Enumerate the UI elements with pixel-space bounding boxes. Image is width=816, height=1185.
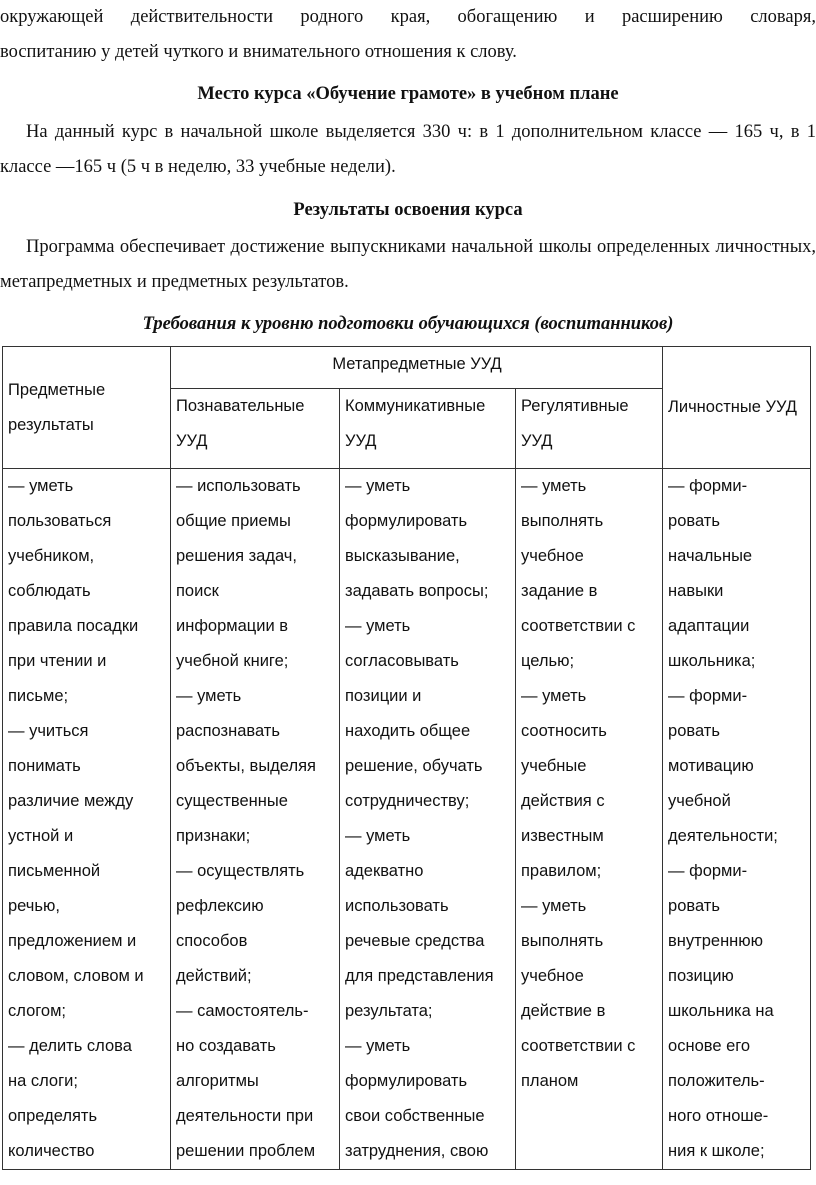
- section-heading-results: Результаты освоения курса: [293, 200, 523, 220]
- header-subject-results: Предметные результаты: [3, 347, 171, 469]
- cell-line: задавать вопросы;: [345, 582, 489, 600]
- cell-line: — уметь: [521, 897, 587, 915]
- cell-line: речью,: [8, 897, 60, 915]
- cell-line: — форми-: [668, 477, 748, 495]
- cell-personal-uud: [663, 469, 811, 1170]
- header-regulatory-uud: Регулятивные УУД: [516, 389, 663, 469]
- cell-line: использовать: [345, 897, 449, 915]
- cell-line: понимать: [8, 757, 81, 775]
- cell-line: объекты, выделяя: [176, 757, 316, 775]
- cell-line: речевые средства: [345, 932, 485, 950]
- cell-line: положитель-: [668, 1072, 765, 1090]
- cell-line: письменной: [8, 862, 101, 880]
- cell-line: ровать: [668, 512, 720, 530]
- cell-line: признаки;: [176, 827, 251, 845]
- cell-line: предложением и: [8, 932, 137, 950]
- cell-line: соответствии с: [521, 1037, 636, 1055]
- cell-line: навыки: [668, 582, 724, 600]
- cell-line: действия с: [521, 792, 605, 810]
- cell-line: — использовать: [176, 477, 301, 495]
- cell-line: согласовывать: [345, 652, 459, 670]
- cell-line: — уметь: [345, 827, 411, 845]
- cell-regulatory-uud: [516, 469, 663, 1170]
- cell-line: — форми-: [668, 862, 748, 880]
- cell-line: — форми-: [668, 687, 748, 705]
- cell-line: существенные: [176, 792, 288, 810]
- intro-line-2: воспитанию у детей чуткого и внимательного отношения к слову.: [0, 42, 517, 62]
- cell-line: словом, словом и: [8, 967, 144, 985]
- cell-line: решение, обучать: [345, 757, 483, 775]
- cell-line: ровать: [668, 722, 720, 740]
- cell-line: выполнять: [521, 932, 604, 950]
- cell-line: учебной книге;: [176, 652, 289, 670]
- cell-line: формулировать: [345, 512, 468, 530]
- cell-line: затруднения, свою: [345, 1142, 489, 1160]
- table-caption: Требования к уровню подготовки обучающихся (воспитанников): [142, 314, 674, 334]
- cell-line: — учиться: [8, 722, 89, 740]
- cell-line: результата;: [345, 1002, 433, 1020]
- cell-line: ровать: [668, 897, 720, 915]
- cell-line: но создавать: [176, 1037, 276, 1055]
- cell-line: ного отноше-: [668, 1107, 769, 1125]
- cell-line: при чтении и: [8, 652, 107, 670]
- cell-line: соотносить: [521, 722, 607, 740]
- cell-line: действий;: [176, 967, 252, 985]
- section-text-place: На данный курс в начальной школе выделяется 330 ч: в 1 дополнительном классе — 165 ч, в 1 классе —165 ч (5 ч в неделю, 33 учебные недели).: [0, 122, 816, 177]
- cell-line: — уметь: [521, 477, 587, 495]
- cell-line: распознавать: [176, 722, 280, 740]
- cell-line: планом: [521, 1072, 579, 1090]
- cell-line: — уметь: [345, 617, 411, 635]
- cell-line: — уметь: [345, 477, 411, 495]
- header-cognitive-uud: Познавательные УУД: [171, 389, 340, 469]
- header-meta-uud: Метапредметные УУД: [171, 347, 663, 389]
- cell-line: высказывание,: [345, 547, 460, 565]
- section-text-results: Программа обеспечивает достижение выпускниками начальной школы определенных личностных, метапредметных и предметных результатов.: [0, 237, 816, 292]
- cell-line: школьника;: [668, 652, 756, 670]
- header-personal-uud: Личностные УУД: [663, 347, 811, 469]
- cell-line: учебной: [668, 792, 731, 810]
- cell-line: письме;: [8, 687, 69, 705]
- cell-line: деятельности при: [176, 1107, 314, 1125]
- cell-line: — осуществлять: [176, 862, 305, 880]
- cell-line: находить общее: [345, 722, 471, 740]
- requirements-table: [2, 346, 811, 1170]
- cell-line: внутреннюю: [668, 932, 764, 950]
- cell-line: на слоги;: [8, 1072, 78, 1090]
- cell-line: адекватно: [345, 862, 424, 880]
- cell-line: ния к школе;: [668, 1142, 765, 1160]
- cell-line: действие в: [521, 1002, 606, 1020]
- cell-line: целью;: [521, 652, 575, 670]
- cell-line: соответствии с: [521, 617, 636, 635]
- cell-line: общие приемы: [176, 512, 291, 530]
- cell-communicative-uud: [340, 469, 516, 1170]
- cell-line: учебные: [521, 757, 587, 775]
- cell-line: — уметь: [521, 687, 587, 705]
- intro-line-1: окружающей действительности родного края, обогащению и расширению словаря,: [0, 7, 816, 27]
- cell-line: учебное: [521, 967, 584, 985]
- cell-line: пользоваться: [8, 512, 112, 530]
- cell-line: информации в: [176, 617, 289, 635]
- cell-line: количество: [8, 1142, 95, 1160]
- cell-line: выполнять: [521, 512, 604, 530]
- cell-line: — уметь: [345, 1037, 411, 1055]
- cell-line: поиск: [176, 582, 219, 600]
- cell-line: слогом;: [8, 1002, 66, 1020]
- cell-line: для представления: [345, 967, 494, 985]
- cell-cognitive-uud: [171, 469, 340, 1170]
- cell-line: — самостоятель-: [176, 1002, 309, 1020]
- cell-line: решении проблем: [176, 1142, 316, 1160]
- cell-line: — уметь: [8, 477, 74, 495]
- cell-line: алгоритмы: [176, 1072, 259, 1090]
- table-body-row: [3, 469, 811, 1170]
- cell-line: мотивацию: [668, 757, 754, 775]
- cell-line: учебное: [521, 547, 584, 565]
- cell-line: соблюдать: [8, 582, 91, 600]
- cell-line: — уметь: [176, 687, 242, 705]
- cell-line: сотрудничеству;: [345, 792, 470, 810]
- cell-subject-results: [3, 469, 171, 1170]
- section-heading-place: Место курса «Обучение грамоте» в учебном плане: [197, 84, 619, 104]
- cell-line: определять: [8, 1107, 98, 1125]
- cell-line: способов: [176, 932, 248, 950]
- cell-line: известным: [521, 827, 604, 845]
- cell-line: различие между: [8, 792, 134, 810]
- cell-line: — делить слова: [8, 1037, 132, 1055]
- cell-line: задание в: [521, 582, 598, 600]
- cell-line: правилом;: [521, 862, 602, 880]
- cell-line: формулировать: [345, 1072, 468, 1090]
- cell-line: школьника на: [668, 1002, 774, 1020]
- cell-line: позицию: [668, 967, 734, 985]
- table-header-row-1: [3, 347, 811, 389]
- cell-line: правила посадки: [8, 617, 139, 635]
- cell-line: начальные: [668, 547, 753, 565]
- cell-line: деятельности;: [668, 827, 778, 845]
- cell-line: позиции и: [345, 687, 422, 705]
- cell-line: учебником,: [8, 547, 95, 565]
- cell-line: основе его: [668, 1037, 751, 1055]
- cell-line: решения задач,: [176, 547, 297, 565]
- cell-line: свои собственные: [345, 1107, 485, 1125]
- header-communicative-uud: Коммуникативные УУД: [340, 389, 516, 469]
- cell-line: устной и: [8, 827, 74, 845]
- cell-line: рефлексию: [176, 897, 264, 915]
- cell-line: адаптации: [668, 617, 750, 635]
